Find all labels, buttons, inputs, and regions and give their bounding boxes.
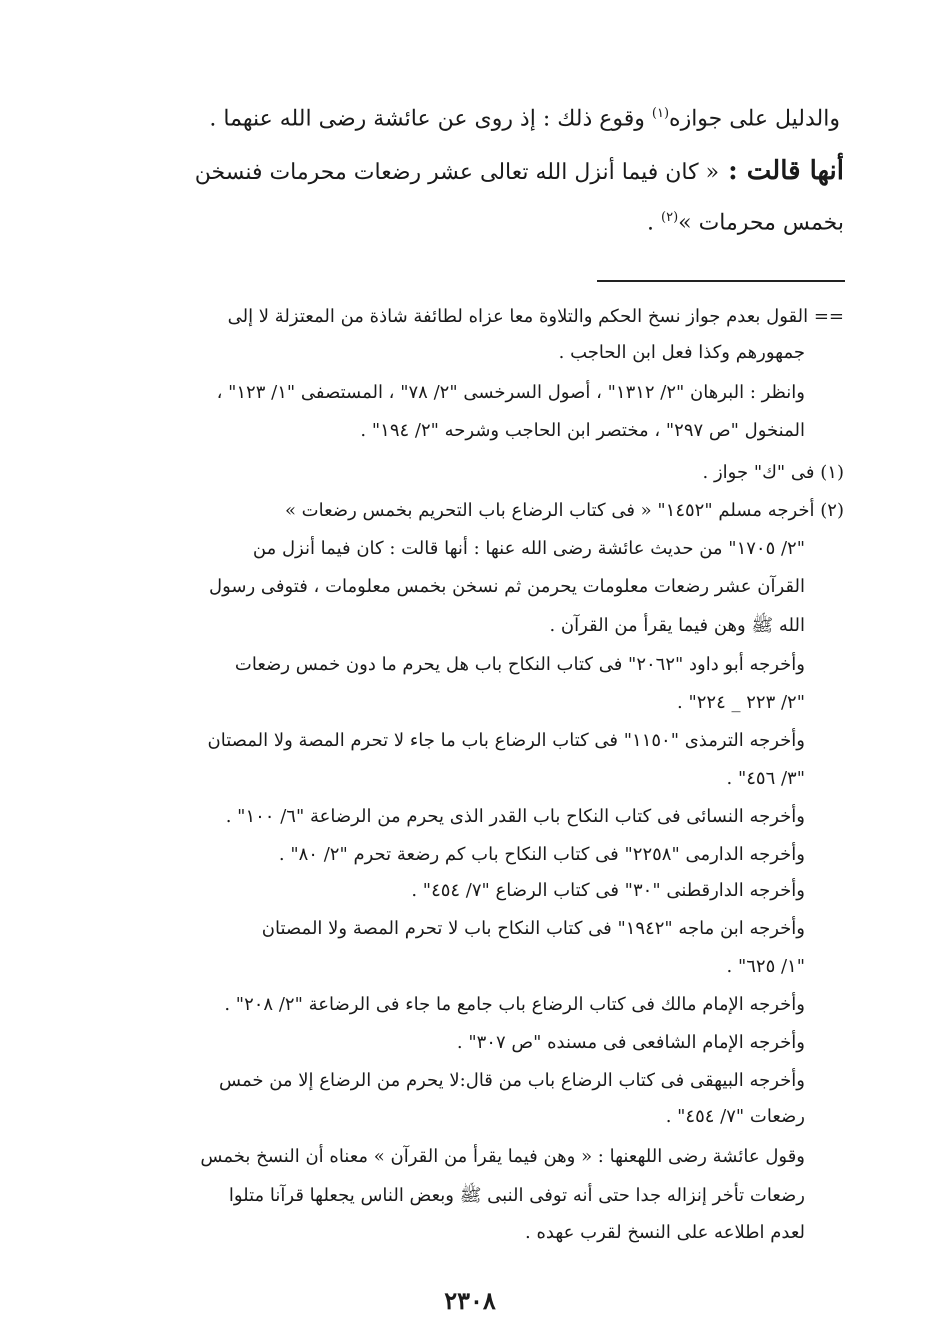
footnote-line: وأخرجه البيهقى فى كتاب الرضاع باب من قال:لا يحرم من الرضاع إلا من خمس	[219, 1070, 805, 1091]
footnote-line: وأخرجه النسائى فى كتاب النكاح باب القدر الذى يحرم من الرضاعة "٦/ ١٠٠" .	[225, 806, 805, 827]
footnote-line: جمهورهم وكذا فعل ابن الحاجب .	[558, 342, 805, 363]
footnote-line: وأخرجه الترمذى "١١٥٠" فى كتاب الرضاع باب ما جاء لا تحرم المصة ولا المصتان	[207, 730, 805, 751]
main-line3-start: بخمس محرمات »	[678, 210, 844, 236]
main-text-line-3	[647, 210, 844, 235]
main-line1-start: والدليل على جوازه	[669, 106, 840, 132]
footnote-line: وانظر : البرهان "٢/ ١٣١٢" ، أصول السرخسى "٢/ ٧٨" ، المستصفى "١/ ١٢٣" ،	[216, 382, 805, 403]
footnote-line: وأخرجه الدارقطنى "٣٠" فى كتاب الرضاع "٧/ ٤٥٤" .	[411, 880, 805, 901]
quote-intro: أنها قالت :	[719, 156, 844, 186]
footnote-marker-2: (٢)	[661, 210, 679, 225]
footnote-line: "٢/ ١٧٠٥" من حديث عائشة رضى الله عنها : أنها قالت : كان فيما أنزل من	[252, 538, 805, 559]
footnote-line: (١) فى "ك" جواز .	[702, 462, 844, 483]
main-text-line-1	[209, 106, 840, 131]
footnote-separator	[597, 280, 845, 282]
footnote-line: وقول عائشة رضى اللهعنها : « وهن فيما يقرأ من القرآن » معناه أن النسخ بخمس	[200, 1146, 805, 1167]
footnote-marker-1: (١)	[651, 106, 670, 121]
footnote-line: القرآن عشر رضعات معلومات يحرمن ثم نسخن بخمس معلومات ، فتوفى رسول	[209, 576, 805, 597]
footnote-line: وأخرجه الإمام الشافعى فى مسنده "ص ٣٠٧" .	[456, 1032, 805, 1053]
main-line3-end: .	[647, 210, 661, 236]
footnote-line: (٢) أخرجه مسلم "١٤٥٢" « فى كتاب الرضاع باب التحريم بخمس رضعات »	[284, 500, 844, 521]
footnote-line: وأخرجه الإمام مالك فى كتاب الرضاع باب جامع ما جاء فى الرضاعة "٢/ ٢٠٨" .	[224, 994, 805, 1015]
footnote-line: رضعات "٧/ ٤٥٤" .	[665, 1106, 805, 1127]
footnote-line: "١/ ٦٢٥" .	[726, 956, 805, 977]
main-line2-quote: « كان فيما أنزل الله تعالى عشر رضعات محرمات فنسخن	[194, 160, 720, 185]
page-number: ٢٣٠٨	[444, 1286, 496, 1315]
footnote-line: لعدم اطلاعه على النسخ لقرب عهده .	[525, 1222, 805, 1243]
footnote-line: الله ﷺ وهن فيما يقرأ من القرآن .	[549, 615, 805, 636]
footnote-line: == القول بعدم جواز نسخ الحكم والتلاوة معا عزاه لطائفة شاذة من المعتزلة لا إلى	[227, 306, 844, 327]
footnote-line: وأخرجه ابن ماجه "١٩٤٢" فى كتاب النكاح باب لا تحرم المصة ولا المصتان	[261, 918, 805, 939]
footnote-line: المنخول "ص ٢٩٧" ، مختصر ابن الحاجب وشرحه "٢/ ١٩٤" .	[360, 420, 805, 441]
main-text-line-2	[195, 156, 844, 186]
footnote-line: "٢/ ٢٢٣ _ ٢٢٤" .	[677, 692, 805, 713]
footnote-line: "٣/ ٤٥٦" .	[726, 768, 805, 789]
main-line1-end: وقوع ذلك : إذ روى عن عائشة رضى الله عنهما .	[209, 106, 652, 132]
footnote-line: وأخرجه الدارمى "٢٢٥٨" فى كتاب النكاح باب كم رضعة تحرم "٢/ ٨٠" .	[278, 844, 805, 865]
footnote-line: وأخرجه أبو داود "٢٠٦٢" فى كتاب النكاح باب هل يحرم ما دون خمس رضعات	[234, 654, 805, 675]
footnote-line: رضعات تأخر إنزاله جدا حتى أنه توفى النبى ﷺ وبعض الناس يجعلها قرآنا متلوا	[228, 1185, 805, 1206]
